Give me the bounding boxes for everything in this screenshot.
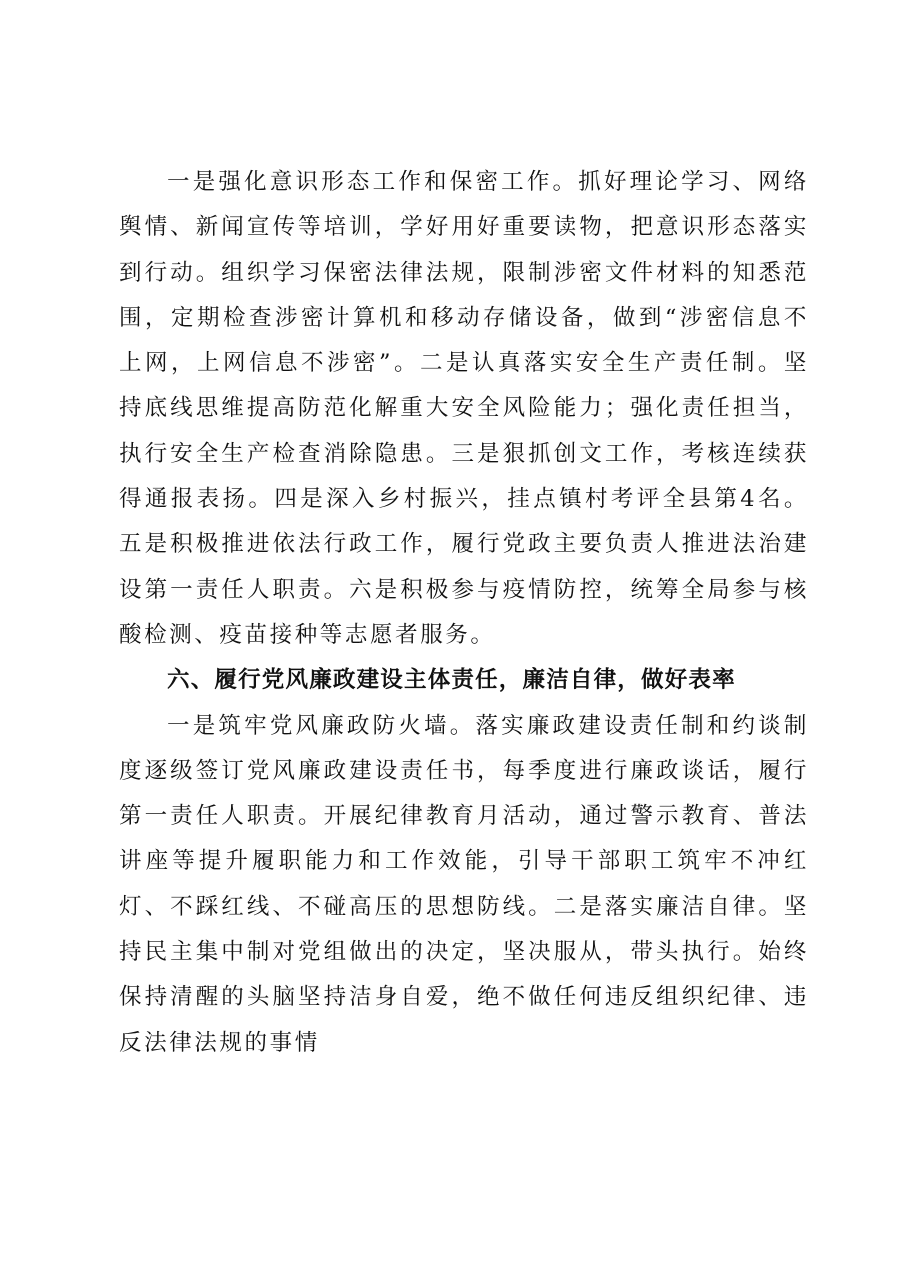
section-heading-integrity: 六、履行党风廉政建设主体责任，廉洁自律，做好表率 <box>167 667 736 694</box>
body-paragraph-integrity: 一是筑牢党风廉政防火墙。落实廉政建设责任制和约谈制度逐级签订党风廉政建设责任书，每季度进行廉政谈话，履行第一责任人职责。开展纪律教育月活动，通过警示教育、普法讲座等提升履职能力和工作效能，引导干部职工筑牢不冲红灯、不踩红线、不碰高压的思想防线。二是落实廉洁自律。坚持民主集中制对党组做出的决定，坚决服从，带头执行。始终保持清醒的头脑坚持洁身自爱，绝不做任何违反组织纪律、违反法律法规的事情 <box>119 712 809 1056</box>
document-body <box>119 160 809 1066</box>
body-paragraph-ideology-safety: 一是强化意识形态工作和保密工作。抓好理论学习、网络舆情、新闻宣传等培训，学好用好重要读物，把意识形态落实到行动。组织学习保密法律法规，限制涉密文件材料的知悉范围，定期检查涉密计算机和移动存储设备，做到“涉密信息不上网，上网信息不涉密”。二是认真落实安全生产责任制。坚持底线思维提高防范化解重大安全风险能力；强化责任担当，执行安全生产检查消除隐患。三是狠抓创文工作，考核连续获得通报表扬。四是深入乡村振兴，挂点镇村考评全县第4名。五是积极推进依法行政工作，履行党政主要负责人推进法治建设第一责任人职责。六是积极参与疫情防控，统筹全局参与核酸检测、疫苗接种等志愿者服务。 <box>119 169 809 648</box>
